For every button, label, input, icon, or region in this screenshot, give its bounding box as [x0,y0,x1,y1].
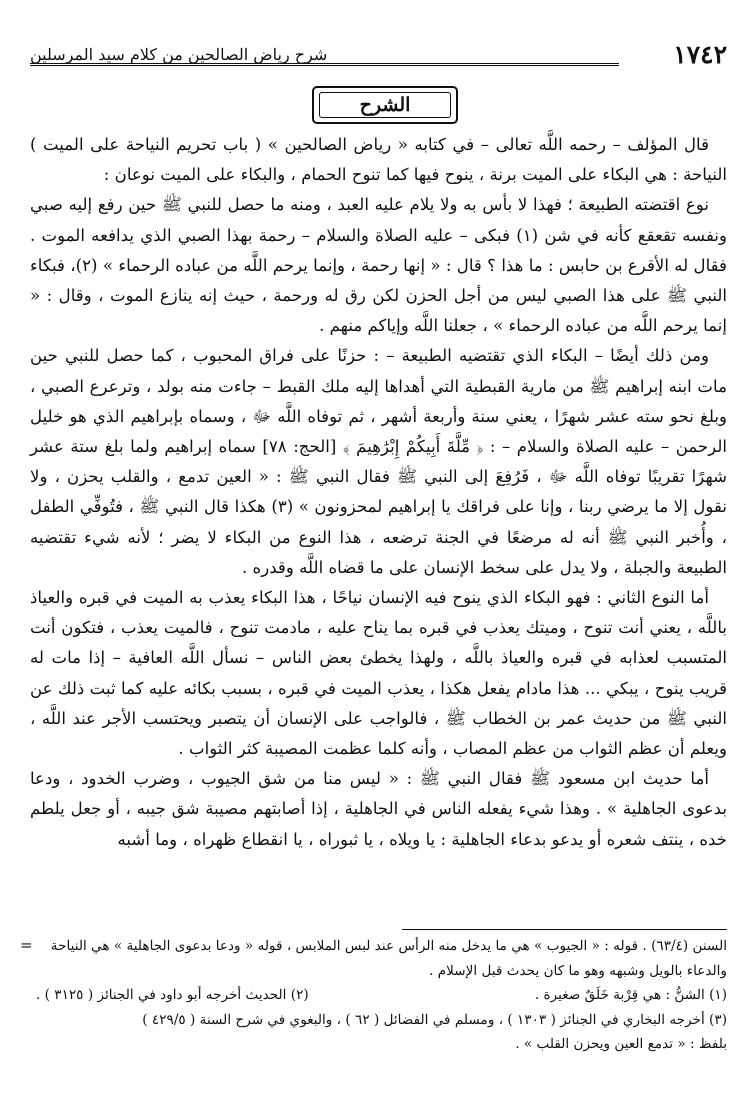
footnote-2: (٢) الحديث أخرجه أبو داود في الجنائز ( ٣١٢٥ ) . [36,987,309,1003]
paragraph-second-type: أما النوع الثاني : فهو البكاء الذي ينوح فيه الإنسان نياحًا ، هذا البكاء يعذب به الميت في قبره والعياذ باللَّه ، يعني أنت تنوح ، وميتك يعذب في قبره بما يناح عليه ، مادمت تنوح ، فالميت يعذب ، فتكون أنت المتسبب لعذابه في قبره والعياذ باللَّه ، ولهذا يخطئ بعض الناس – نسأل اللَّه العافية – إذا مات له قريب ينوح ، يبكي ... هذا مادام يفعل هكذا ، يعذب الميت في قبره ، بسبب بكائه عليه كما ثبت ذلك عن النبي ﷺ من حديث عمر بن الخطاب ﷺ ، فالواجب على الإنسان أن يتصبر ويحتسب الأجر عند اللَّه ، ويعلم أن عظم الثواب من عظم المصاب ، وأنه كلما عظمت المصيبة كثر الثواب . [30,588,727,759]
footnote-continuation: السنن (٦٣/٤) . قوله : « الجيوب » هي ما يدخل منه الرأس عند لبس الملابس ، قوله « ودعا بدعوى الجاهلية » هي النياحة والدعاء بالويل وشبهه وهو ما كان يحدث قبل الإسلام . [50,938,727,979]
paragraph-first-type: نوع اقتضته الطبيعة ؛ فهذا لا بأس به ولا يلام عليه العبد ، ومنه ما حصل للنبي ﷺ حين رفع إليه صبي ونفسه تقعقع كأنه في شن (١) فبكى – عليه الصلاة والسلام – رحمة بهذا الصبي الذي يدافعه الموت . فقال له الأقرع بن حابس : ما هذا ؟ قال : « إنها رحمة ، وإنما يرحم اللَّه من عباده الرحماء » (٢)، فبكاء النبي ﷺ على هذا الصبي ليس من أجل الحزن لكن رق له ورحمة ، حيث إنه ينازع الموت ، وقال : « إنما يرحم اللَّه من عباده الرحماء » ، جعلنا اللَّه وإياكم منهم . [30,195,727,336]
body-text [30,130,727,855]
footnote-3: (٣) أخرجه البخاري في الجنائز ( ١٣٠٣ ) ، ومسلم في الفضائل ( ٦٢ ) ، والبغوي في شرح السنة ( ٤٢٩/٥ ) [142,1011,727,1028]
page-number: ١٧٤٢ [673,39,727,69]
paragraph-grief: ومن ذلك أيضًا – البكاء الذي تقتضيه الطبيعة – : حزنًا على فراق المحبوب ، كما حصل للنبي حين مات ابنه إبراهيم ﷺ من مارية القبطية التي أهداها إليه ملك القبط – جاءت منه بولد ، وترعرع الصبي ، وبلغ نحو سته عشر شهرًا ، يعني سنة وأربعة أشهر ، ثم توفاه اللَّه ﷻ ، وسماه بإبراهيم الذي هو خليل الرحمن – عليه الصلاة والسلام – : ﴿ مِّلَّةَ أَبِيكُمْ إِبْرَٰهِيمَ ﴾ [الحج: ٧٨] سماه إبراهيم ولما بلغ ستة عشر شهرًا تقريبًا توفاه اللَّه ﷻ ، فَرُفِعَ إلى النبي ﷺ فقال النبي ﷺ : « العين تدمع ، والقلب يحزن ، ولا نقول إلا ما يرضي ربنا ، وإنا على فراقك يا إبراهيم لمحزونون » (٣) هكذا قال النبي ﷺ ، فتُوفِّي الطفل ، وأُخبر النبي ﷺ أنه له مرضعًا في الجنة ترضعه ، هذا النوع من البكاء لا يضر ؛ لأنه شيء تقتضيه الطبيعة والجبلة ، ولا يدل على سخط الإنسان على ما قضاه اللَّه وقدره . [30,346,728,577]
section-heading: الشرح [359,94,411,116]
continuation-mark: = [20,936,33,954]
section-heading-box [312,86,458,124]
footnote-rule [402,929,727,930]
footnote-1: (١) الشنُّ : هي قِرْبة خَلَقٌ صغيرة . [534,987,727,1003]
footnotes [36,934,727,1057]
header-rule [30,63,619,66]
footnote-3-cont: بلفظ : « تدمع العين ويحزن القلب » . [515,1036,727,1052]
running-title: شرح رياض الصالحين من كلام سيد المرسلين [30,44,328,64]
paragraph-hadith: أما حديث ابن مسعود ﷺ فقال النبي ﷺ : « ليس منا من شق الجيوب ، وضرب الخدود ، ودعا بدعوى الجاهلية » . وهذا شيء يفعله الناس في الجاهلية ، إذا أصابتهم مصيبة شق جيبه ، أو جعل يلطم خده ، ينتف شعره أو يدعو بدعاء الجاهلية : يا ويلاه ، يا ثبوراه ، يا انقطاع ظهراه ، وما أشبه [30,769,727,849]
footnote-row [36,983,727,1008]
paragraph-intro: قال المؤلف – رحمه اللَّه تعالى – في كتابه « رياض الصالحين » ( باب تحريم النياحة على الميت ) النياحة : هي البكاء على الميت برنة ، ينوح فيها كما تنوح الحمام ، والبكاء على الميت نوعان : [30,135,727,185]
